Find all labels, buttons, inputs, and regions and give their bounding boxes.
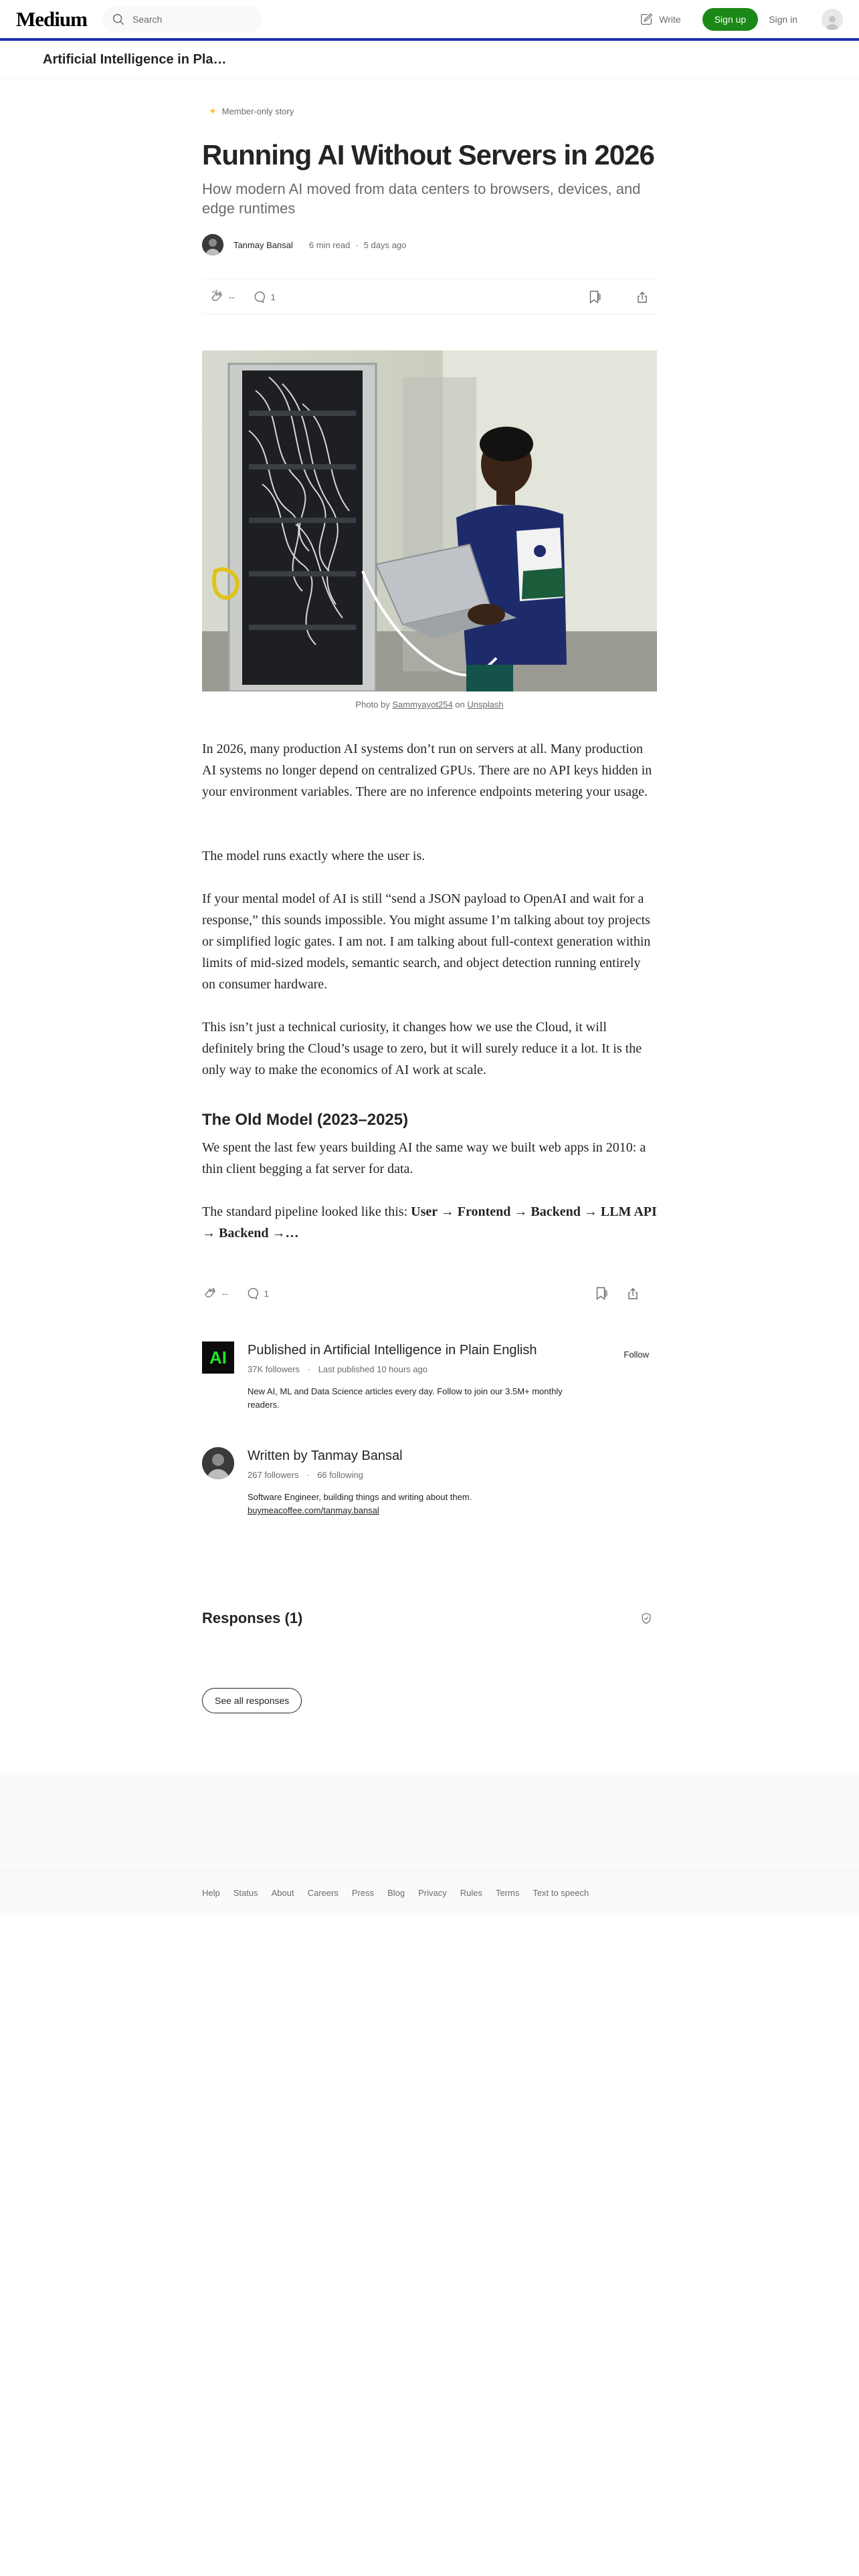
bookmark-icon xyxy=(593,1285,609,1301)
author-photo-icon xyxy=(202,1447,234,1479)
user-icon xyxy=(824,13,841,30)
footer-link-about[interactable]: About xyxy=(271,1888,294,1898)
separator-dot: · xyxy=(306,1470,310,1480)
bookmark-button[interactable] xyxy=(586,289,602,305)
medium-logo[interactable]: Medium xyxy=(16,7,87,31)
article-subtitle: How modern AI moved from data centers to browsers, devices, and edge runtimes xyxy=(202,181,641,217)
search-input[interactable] xyxy=(132,14,253,25)
author-followers[interactable]: 267 followers xyxy=(248,1470,299,1480)
comment-icon xyxy=(251,289,267,305)
footer xyxy=(0,1870,859,1915)
publication-title[interactable]: Published in Artificial Intelligence in Plain English xyxy=(248,1343,537,1358)
paragraph-2: The model runs exactly where the user is. xyxy=(202,849,425,863)
paragraph-3: If your mental model of AI is still “send a JSON payload to OpenAI and wait for a response,” this sounds impossible. You might assume I’m talking about toy projects or simplified logic gates. I am not. I am talking about full-context generation within limits of mid-sized models, semantic search, and object detection running entirely on consumer hardware. xyxy=(202,891,651,992)
paragraph-4: This isn’t just a technical curiosity, it changes how we use the Cloud, it will definitely bring the Cloud’s usage to zero, but it will surely reduce it a lot. It is the only way to make the economics of AI work at scale. xyxy=(202,1020,642,1077)
paragraph-1: In 2026, many production AI systems don’t run on servers at all. Many production AI systems no longer depend on centralized GPUs. There are no API keys hidden in your environment variables. There are no inference endpoints metering your usage. xyxy=(202,742,652,799)
publication-logo[interactable]: AI xyxy=(202,1341,234,1374)
action-bar-bottom-right xyxy=(593,1285,657,1301)
search-icon xyxy=(111,12,126,27)
share-icon xyxy=(625,1285,641,1301)
signin-link[interactable]: Sign in xyxy=(769,13,797,25)
image-caption xyxy=(202,700,657,710)
separator-dot: · xyxy=(355,239,359,250)
footer-link-press[interactable]: Press xyxy=(351,1888,375,1898)
caption-prefix: Photo by xyxy=(355,700,393,710)
member-only-badge xyxy=(202,100,300,122)
shield-icon[interactable] xyxy=(640,1612,653,1625)
hero-image xyxy=(202,350,657,691)
author-bio xyxy=(248,1491,595,1517)
caption-middle: on xyxy=(452,700,468,710)
footer-link-text-to-speech[interactable]: Text to speech xyxy=(533,1888,589,1898)
see-all-responses-button[interactable]: See all responses xyxy=(202,1688,302,1713)
action-bar-right xyxy=(554,289,650,305)
action-bar-top xyxy=(202,280,657,314)
publication-info-text xyxy=(248,1341,595,1412)
author-avatar-large[interactable] xyxy=(202,1447,234,1479)
author-name[interactable]: Tanmay Bansal xyxy=(233,239,293,250)
author-bio-text: Software Engineer, building things and writing about them. xyxy=(248,1492,472,1502)
publication-followers[interactable]: 37K followers xyxy=(248,1364,300,1374)
share-button[interactable] xyxy=(634,289,650,305)
clap-icon xyxy=(209,289,225,305)
publication-description: New AI, ML and Data Science articles every day. Follow to join our 3.5M+ monthly readers. xyxy=(248,1386,563,1410)
search-box[interactable] xyxy=(102,6,262,33)
share-icon xyxy=(634,289,650,305)
signup-button[interactable]: Sign up xyxy=(702,8,758,31)
bookmark-icon xyxy=(586,289,602,305)
footer-link-terms[interactable]: Terms xyxy=(495,1888,520,1898)
star-icon: ✦ xyxy=(209,105,217,116)
publication-last-published: Last published 10 hours ago xyxy=(318,1364,427,1374)
response-count-bottom: 1 xyxy=(264,1288,269,1299)
bookmark-button-bottom[interactable] xyxy=(593,1285,609,1301)
footer-link-privacy[interactable]: Privacy xyxy=(418,1888,447,1898)
unsplash-link[interactable]: Unsplash xyxy=(467,700,504,710)
author-meta xyxy=(248,1470,595,1480)
section-heading: The Old Model (2023–2025) xyxy=(202,1111,409,1129)
article-title: Running AI Without Servers in 2026 xyxy=(202,139,654,171)
read-time: 6 min read xyxy=(308,239,351,250)
top-nav xyxy=(0,0,859,38)
author-photo-icon xyxy=(202,234,223,255)
author-bio-link[interactable]: buymeacoffee.com/tanmay.bansal xyxy=(248,1505,379,1515)
author-avatar[interactable] xyxy=(202,234,223,255)
paragraph-6 xyxy=(202,1201,657,1244)
clap-button-bottom[interactable] xyxy=(202,1285,228,1301)
clap-count: -- xyxy=(229,292,235,302)
byline xyxy=(202,233,406,257)
footer-link-rules[interactable]: Rules xyxy=(460,1888,482,1898)
responses-heading: Responses (1) xyxy=(202,1610,303,1626)
responses-section xyxy=(202,1606,657,1630)
action-bar-bottom xyxy=(202,1280,657,1307)
server-room-photo xyxy=(202,350,657,691)
paragraph-5: We spent the last few years building AI the same way we built web apps in 2010: a thin client begging a fat server for data. xyxy=(202,1140,646,1176)
separator-dot: · xyxy=(307,1364,311,1374)
publication-bar xyxy=(0,41,859,79)
clap-icon xyxy=(202,1285,218,1301)
footer-link-help[interactable]: Help xyxy=(202,1888,220,1898)
footer-link-status[interactable]: Status xyxy=(233,1888,258,1898)
footer-link-careers[interactable]: Careers xyxy=(307,1888,339,1898)
member-only-label: Member-only story xyxy=(221,106,294,116)
write-icon xyxy=(639,12,654,27)
author-following[interactable]: 66 following xyxy=(317,1470,363,1480)
author-title[interactable]: Written by Tanmay Bansal xyxy=(248,1448,403,1463)
clap-count-bottom: -- xyxy=(222,1288,228,1299)
write-button[interactable] xyxy=(639,12,680,27)
write-label: Write xyxy=(659,13,681,25)
photographer-link[interactable]: Sammyayot254 xyxy=(392,700,453,710)
user-avatar[interactable] xyxy=(822,9,843,30)
share-button-bottom[interactable] xyxy=(625,1285,641,1301)
responses-button[interactable] xyxy=(251,289,276,305)
comment-icon xyxy=(244,1285,260,1301)
posted-time: 5 days ago xyxy=(363,239,407,250)
publication-name[interactable]: Artificial Intelligence in Pla… xyxy=(43,51,227,67)
clap-button[interactable] xyxy=(209,289,235,305)
pipeline-intro: The standard pipeline looked like this: xyxy=(202,1204,411,1219)
footer-link-blog[interactable]: Blog xyxy=(387,1888,405,1898)
publication-meta xyxy=(248,1364,595,1374)
nav-right xyxy=(639,8,843,31)
pipeline-chain: User → Frontend → Backend → LLM API → Backend →… xyxy=(202,1204,657,1241)
response-count: 1 xyxy=(270,292,276,302)
responses-button-bottom[interactable] xyxy=(244,1285,269,1301)
follow-button[interactable]: Follow xyxy=(624,1350,649,1360)
author-info-text xyxy=(248,1447,595,1517)
